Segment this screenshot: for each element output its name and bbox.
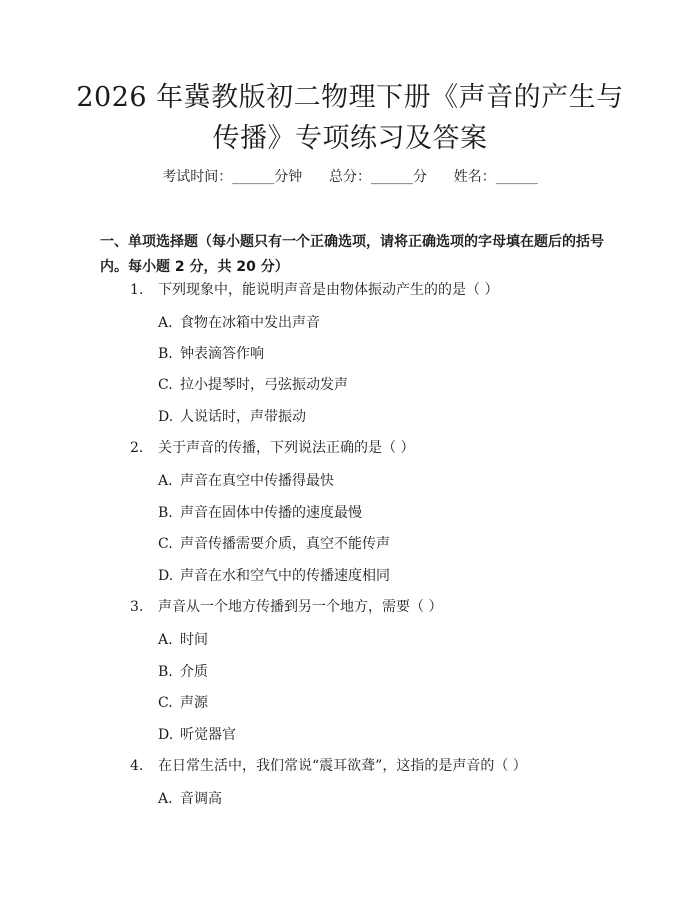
- option-text: 音调高: [180, 791, 222, 807]
- question-number: 3.: [130, 599, 144, 615]
- option-2d: [158, 565, 390, 587]
- option-text: 食物在冰箱中发出声音: [180, 315, 320, 331]
- option-text: 听觉器官: [180, 727, 236, 743]
- option-text: 拉小提琴时，弓弦振动发声: [180, 377, 348, 393]
- question-text: 关于声音的传播，下列说法正确的是（ ）: [158, 440, 415, 456]
- question-text: 声音从一个地方传播到另一个地方，需要（ ）: [158, 599, 443, 615]
- option-letter: B.: [158, 505, 173, 521]
- option-letter: D.: [158, 727, 174, 743]
- option-2c: [158, 533, 390, 555]
- document-title-line-2: 传播》专项练习及答案: [212, 123, 488, 154]
- option-2b: [158, 502, 362, 524]
- option-letter: C.: [158, 695, 173, 711]
- question-number: 2.: [130, 440, 144, 456]
- document-title-line-1: 2026 年冀教版初二物理下册《声音的产生与: [76, 82, 624, 113]
- option-text: 声音在水和空气中的传播速度相同: [180, 568, 390, 584]
- option-text: 钟表滴答作响: [180, 346, 264, 362]
- option-3b: [158, 661, 208, 683]
- option-letter: C.: [158, 536, 173, 552]
- option-text: 人说话时，声带振动: [180, 409, 306, 425]
- option-letter: B.: [158, 664, 173, 680]
- question-number: 4.: [130, 758, 144, 774]
- option-letter: A.: [158, 791, 173, 807]
- question-3: [130, 596, 442, 618]
- question-number: 1.: [130, 282, 144, 298]
- option-text: 介质: [180, 664, 208, 680]
- option-letter: B.: [158, 346, 173, 362]
- section-heading: 一、单项选择题（每小题只有一个正确选项，请将正确选项的字母填在题后的括号内。每小题 2 分，共 20 分）: [100, 234, 604, 275]
- option-3a: [158, 629, 208, 651]
- option-3c: [158, 692, 208, 714]
- option-2a: [158, 470, 334, 492]
- option-text: 声音在固体中传播的速度最慢: [180, 505, 362, 521]
- option-1c: [158, 374, 348, 396]
- option-1d: [158, 406, 306, 428]
- exam-info-line: 考试时间：______分钟 总分：______分 姓名：______: [162, 169, 538, 185]
- option-letter: A.: [158, 473, 173, 489]
- option-4a: [158, 788, 222, 810]
- option-letter: D.: [158, 568, 174, 584]
- option-letter: D.: [158, 409, 174, 425]
- question-2: [130, 437, 414, 459]
- question-text: 下列现象中，能说明声音是由物体振动产生的的是（ ）: [158, 282, 499, 298]
- question-text: 在日常生活中，我们常说“震耳欲聋”，这指的是声音的（ ）: [158, 758, 527, 774]
- option-letter: A.: [158, 315, 173, 331]
- question-1: [130, 279, 498, 301]
- option-letter: C.: [158, 377, 173, 393]
- option-text: 声音在真空中传播得最快: [180, 473, 334, 489]
- question-4: [130, 755, 527, 777]
- option-3d: [158, 724, 236, 746]
- option-text: 时间: [180, 632, 208, 648]
- option-text: 声源: [180, 695, 208, 711]
- option-letter: A.: [158, 632, 173, 648]
- option-1a: [158, 312, 320, 334]
- option-text: 声音传播需要介质，真空不能传声: [180, 536, 390, 552]
- option-1b: [158, 343, 264, 365]
